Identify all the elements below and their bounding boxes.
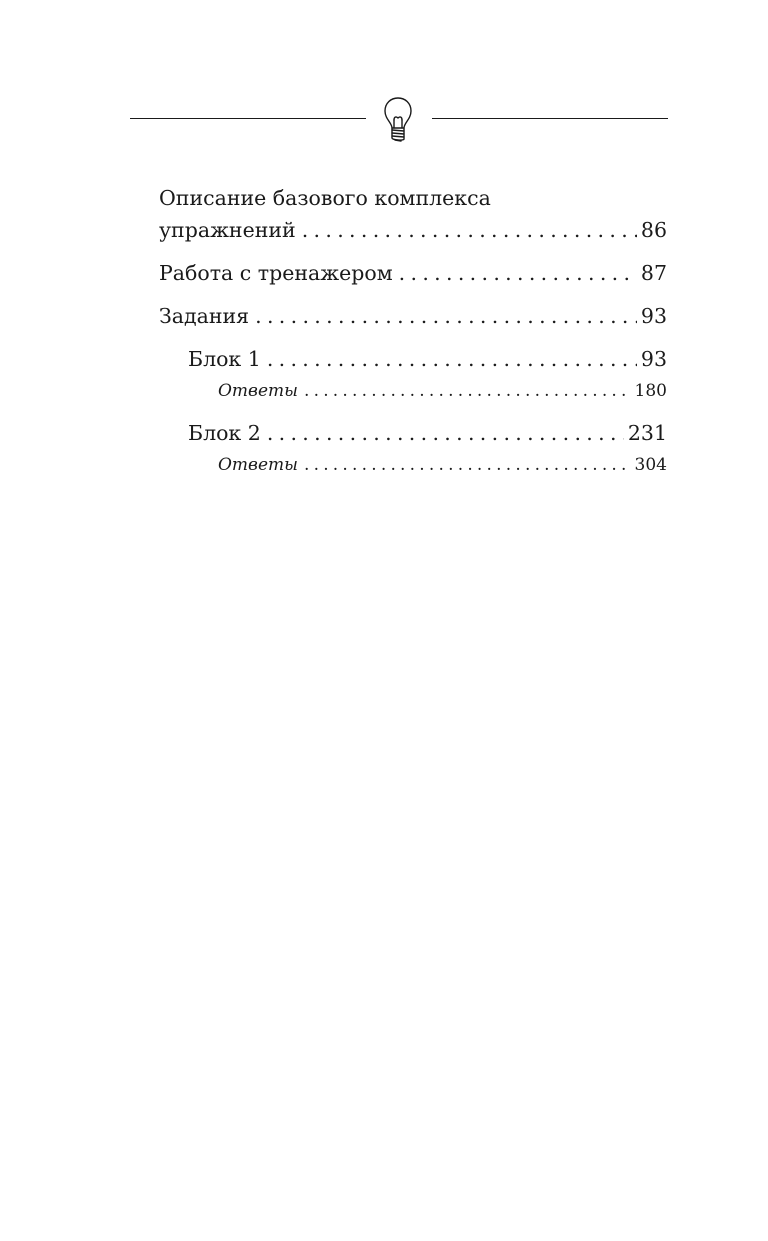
toc-entry-5[interactable]	[218, 380, 667, 402]
toc-page-number: 87	[640, 261, 667, 285]
dot-leader	[304, 380, 631, 402]
toc-entry-1-line-1: Описание базового комплекса	[159, 186, 491, 210]
dot-leader	[399, 260, 637, 286]
toc-entry-label: Блок 1	[188, 347, 261, 371]
dot-leader	[302, 217, 637, 243]
toc-entry-1[interactable]	[159, 217, 667, 243]
toc-entry-7[interactable]	[218, 454, 667, 476]
dot-leader	[267, 346, 637, 372]
toc-entry-6[interactable]	[188, 420, 667, 446]
toc-entry-label: Работа с тренажером	[159, 261, 393, 285]
header-ornament	[130, 96, 668, 144]
toc-entry-4[interactable]	[188, 346, 667, 372]
lightbulb-icon	[381, 96, 415, 144]
toc-page-number: 231	[627, 421, 667, 445]
toc-page-number: 86	[640, 218, 667, 242]
ornament-rule-right	[432, 118, 668, 119]
toc-entry-label: упражнений	[159, 218, 296, 242]
toc-page-number: 304	[634, 455, 667, 475]
toc-page-number: 93	[640, 347, 667, 371]
toc-page-number: 180	[634, 381, 667, 401]
dot-leader	[304, 454, 631, 476]
toc-page-number: 93	[640, 304, 667, 328]
toc-entry-3[interactable]	[159, 303, 667, 329]
toc-entry-label: Ответы	[218, 381, 298, 401]
toc-entry-label: Блок 2	[188, 421, 261, 445]
toc-entry-label: Ответы	[218, 455, 298, 475]
dot-leader	[267, 420, 624, 446]
toc-entry-label: Задания	[159, 304, 250, 328]
ornament-rule-left	[130, 118, 366, 119]
toc-entry-2[interactable]	[159, 260, 667, 286]
dot-leader	[255, 303, 637, 329]
